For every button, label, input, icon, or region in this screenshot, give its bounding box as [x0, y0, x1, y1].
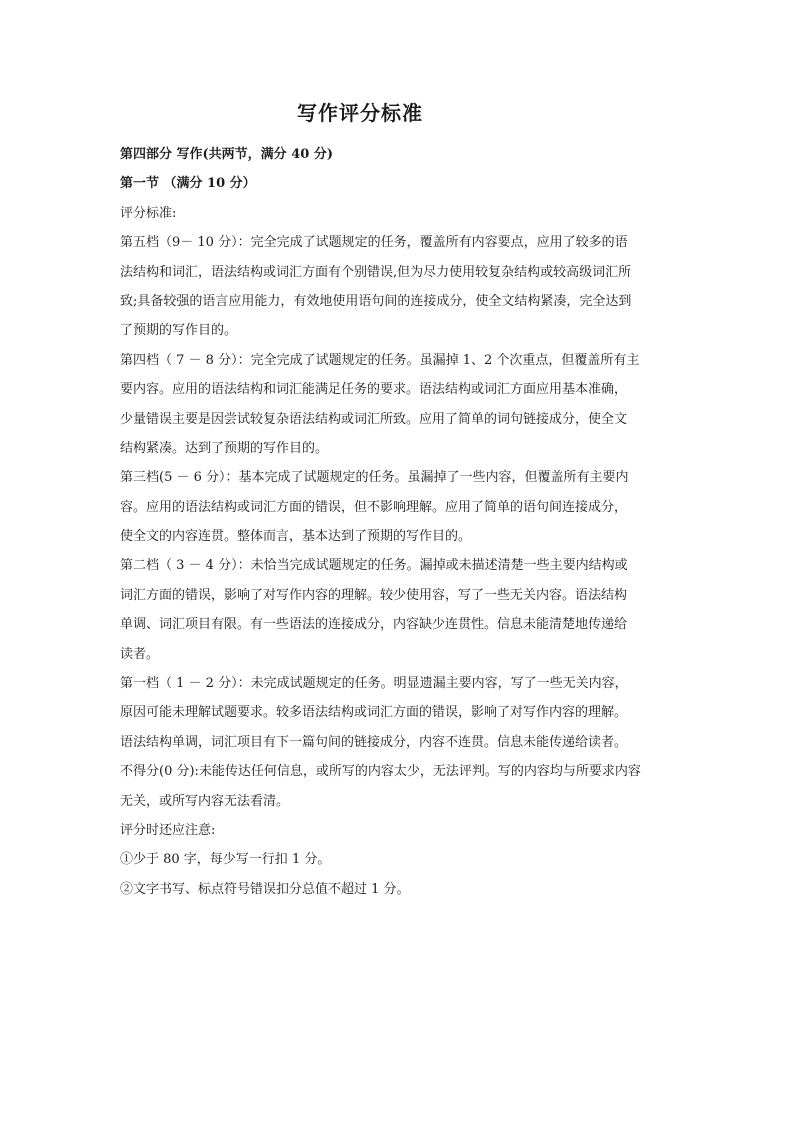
level-2-paragraph — [120, 551, 678, 669]
paragraph-line: 无关，或所写内容无法看清。 — [120, 793, 290, 809]
paragraph-line: 了预期的写作目的。 — [120, 323, 238, 339]
paragraph-line: 第一档（ 1 － 2 分）：未完成试题规定的任务。明显遗漏主要内容，写了一些无关内容， — [120, 676, 628, 692]
level-5-paragraph — [120, 228, 678, 346]
paragraph-line: 单调、词汇项目有限。有一些语法的连接成分，内容缺少连贯性。信息未能清楚地传递给 — [120, 617, 628, 633]
notes-label: 评分时还应注意: — [120, 822, 216, 838]
paragraph-line: 词汇方面的错误，影响了对写作内容的理解。较少使用容，写了一些无关内容。语法结构 — [120, 587, 628, 603]
paragraph-line: 使全文的内容连贯。整体而言，基本达到了预期的写作目的。 — [120, 529, 472, 545]
paragraph-line: 语法结构单调，词汇项目有下一篇句间的链接成分，内容不连贯。信息未能传递给读者。 — [120, 734, 628, 750]
paragraph-line: 不得分(0 分):未能传达任何信息，或所写的内容太少，无法评判。写的内容均与所要求内容 — [120, 764, 641, 780]
paragraph-line: 第三档(5 － 6 分）：基本完成了试题规定的任务。虽漏掉了一些内容，但覆盖所有主要内 — [120, 470, 629, 486]
subsection-heading: 第一节 （满分 10 分） — [120, 176, 256, 192]
note-item: ②文字书写、标点符号错误扣分总值不超过 1 分。 — [120, 881, 410, 897]
paragraph-line: 致;具备较强的语言应用能力，有效地使用语句间的连接成分，使全文结构紧凑，完全达到 — [120, 293, 632, 309]
paragraph-line: 读者。 — [120, 646, 160, 662]
level-0-paragraph — [120, 757, 678, 816]
paragraph-line: 法结构和词汇，语法结构或词汇方面有个别错误,但为尽力使用较复杂结构或较高级词汇所 — [120, 264, 632, 280]
paragraph-line: 结构紧凑。达到了预期的写作目的。 — [120, 440, 329, 456]
paragraph-line: 原因可能未理解试题要求。较多语法结构或词汇方面的错误，影响了对写作内容的理解。 — [120, 705, 628, 721]
paragraph-line: 第二档（ 3 － 4 分）：未恰当完成试题规定的任务。漏掉或未描述清楚一些主要内结构或 — [120, 558, 628, 574]
section-heading: 第四部分 写作(共两节，满分 40 分) — [120, 147, 333, 162]
document-body — [120, 140, 678, 904]
level-1-paragraph — [120, 669, 678, 757]
paragraph-line: 第四档（ 7 － 8 分）：完全完成了试题规定的任务。虽漏掉 1、2 个次重点，但覆盖所有主 — [120, 352, 640, 368]
paragraph-line: 少量错误主要是因尝试较复杂语法结构或词汇所致。应用了简单的词句链接成分，使全文 — [120, 411, 628, 427]
paragraph-line: 要内容。应用的语法结构和词汇能满足任务的要求。语法结构或词汇方面应用基本准确， — [120, 382, 628, 398]
document-title: 写作评分标准 — [297, 101, 423, 125]
paragraph-line: 容。应用的语法结构或词汇方面的错误，但不影响理解。应用了简单的语句间连接成分， — [120, 499, 628, 515]
level-4-paragraph — [120, 346, 678, 464]
level-3-paragraph — [120, 463, 678, 551]
note-item: ①少于 80 字，每少写一行扣 1 分。 — [120, 852, 331, 868]
paragraph-line: 第五档（9－ 10 分）：完全完成了试题规定的任务，覆盖所有内容要点，应用了较多的语 — [120, 235, 628, 251]
criteria-label: 评分标准: — [120, 205, 177, 221]
